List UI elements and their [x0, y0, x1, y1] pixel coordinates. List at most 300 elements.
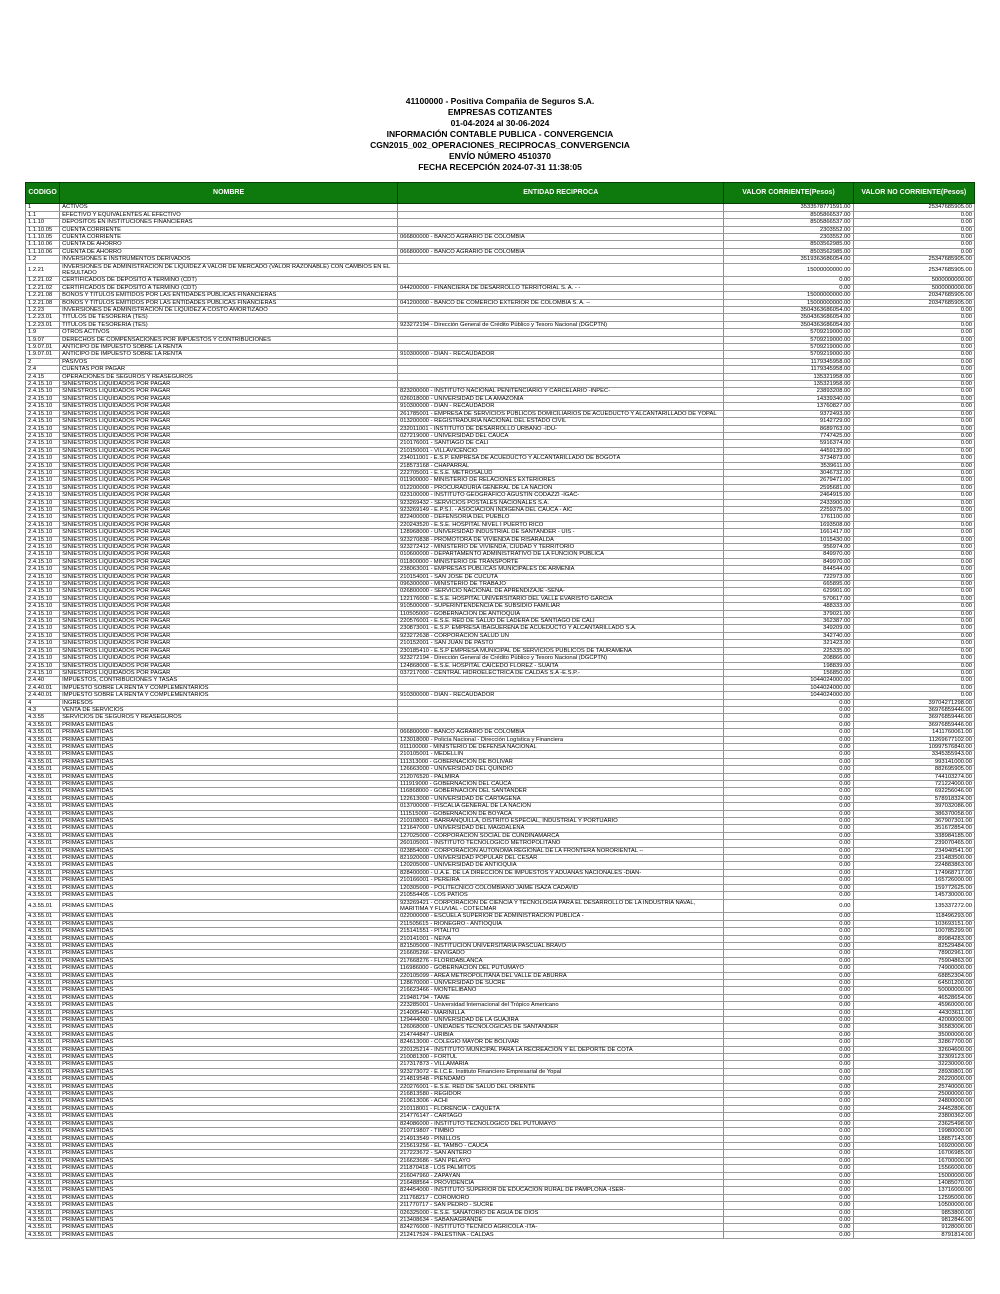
codigo-cell: 4.3.55.01: [26, 1046, 60, 1053]
entidad-reciproca-cell: 027219000 - UNIVERSIDAD DEL CAUCA: [398, 432, 724, 439]
entidad-reciproca-cell: 821920000 - UNIVERSIDAD POPULAR DEL CESAR: [398, 855, 724, 862]
entidad-reciproca-cell: 210081300 - FORTUL: [398, 1054, 724, 1061]
valor-no-corriente-cell: 239070465.00: [853, 840, 974, 847]
valor-corriente-cell: 0.00: [724, 994, 853, 1001]
column-header-valor-no-corriente: VALOR NO CORRIENTE(Pesos): [853, 183, 974, 204]
nombre-cell: CUENTA DE AHORRO: [60, 248, 398, 255]
codigo-cell: 2.4.15.10: [26, 499, 60, 506]
nombre-cell: PRIMAS EMITIDAS: [60, 1091, 398, 1098]
codigo-cell: 1.2.23.01: [26, 314, 60, 321]
table-row: [26, 840, 975, 847]
valor-no-corriente-cell: 45960000.00: [853, 1002, 974, 1009]
valor-no-corriente-cell: 16706985.00: [853, 1150, 974, 1157]
codigo-cell: 1.1.10: [26, 219, 60, 226]
entidad-reciproca-cell: 116986000 - GOBERNACIÓN DEL PUTUMAYO: [398, 965, 724, 972]
valor-corriente-cell: 0.00: [724, 1231, 853, 1238]
codigo-cell: 1.9.07: [26, 336, 60, 343]
table-row: [26, 928, 975, 935]
table-row: [26, 440, 975, 447]
table-row: [26, 1024, 975, 1031]
entidad-reciproca-cell: [398, 677, 724, 684]
codigo-cell: 4.3.55.01: [26, 1231, 60, 1238]
table-row: [26, 492, 975, 499]
nombre-cell: SINIESTROS LIQUIDADOS POR PAGAR: [60, 506, 398, 513]
valor-no-corriente-cell: 351672854.00: [853, 825, 974, 832]
entidad-reciproca-cell: 230873001 - E.S.P. EMPRESA IBAGUEREÑA DE ACUEDUCTO Y ALCANTARILLADO S.A.: [398, 625, 724, 632]
table-row: [26, 1202, 975, 1209]
nombre-cell: TÍTULOS DE TESORERÍA (TES): [60, 314, 398, 321]
nombre-cell: EFECTIVO Y EQUIVALENTES AL EFECTIVO: [60, 211, 398, 218]
codigo-cell: 4.3.55.01: [26, 818, 60, 825]
entidad-reciproca-cell: 261785001 - EMPRESA DE SERVICIOS PUBLICOS DOMICILIARIOS DE ACUEDUCTO Y ALCANTARILLADO DE YOPAL: [398, 410, 724, 417]
nombre-cell: PRIMAS EMITIDAS: [60, 979, 398, 986]
codigo-cell: 1.2.23.01: [26, 321, 60, 328]
valor-corriente-cell: 0.00: [724, 913, 853, 920]
table-row: [26, 1128, 975, 1135]
nombre-cell: PRIMAS EMITIDAS: [60, 920, 398, 927]
valor-no-corriente-cell: 15566000.00: [853, 1165, 974, 1172]
valor-corriente-cell: 0.00: [724, 810, 853, 817]
entidad-reciproca-cell: 026325000 - E.S.E. SANATORIO DE AGUA DE DIOS: [398, 1209, 724, 1216]
codigo-cell: 4.3.55.01: [26, 773, 60, 780]
entidad-reciproca-cell: 210154001 - SAN JOSÉ DE CÚCUTA: [398, 573, 724, 580]
table-row: [26, 632, 975, 639]
valor-corriente-cell: 0.00: [724, 781, 853, 788]
nombre-cell: PRIMAS EMITIDAS: [60, 795, 398, 802]
table-row: [26, 1046, 975, 1053]
nombre-cell: SERVICIOS DE SEGUROS Y REASEGUROS: [60, 714, 398, 721]
table-row: [26, 1179, 975, 1186]
entidad-reciproca-cell: 821505000 - INSTITUCIÓN UNIVERSITARIA PASCUAL BRAVO: [398, 942, 724, 949]
entidad-reciproca-cell: 220276001 - E.S.E. RED DE SALUD DEL ORIENTE: [398, 1083, 724, 1090]
valor-no-corriente-cell: 0.00: [853, 211, 974, 218]
nombre-cell: SINIESTROS LIQUIDADOS POR PAGAR: [60, 455, 398, 462]
valor-corriente-cell: 2259375.00: [724, 506, 853, 513]
entidad-reciproca-cell: 011800000 - MINISTERIO DE TRANSPORTE: [398, 558, 724, 565]
valor-corriente-cell: 8505866537.00: [724, 219, 853, 226]
nombre-cell: PRIMAS EMITIDAS: [60, 818, 398, 825]
codigo-cell: 4.3.55.01: [26, 832, 60, 839]
codigo-cell: 2.4.15.10: [26, 469, 60, 476]
codigo-cell: 4.3.55.01: [26, 892, 60, 899]
nombre-cell: SINIESTROS LIQUIDADOS POR PAGAR: [60, 536, 398, 543]
valor-corriente-cell: 0.00: [724, 1076, 853, 1083]
entidad-reciproca-cell: 013200000 - REGISTRADURIA NACIONAL DEL ESTADO CIVIL: [398, 418, 724, 425]
entidad-reciproca-cell: 213408634 - SABANAGRANDE: [398, 1216, 724, 1223]
valor-corriente-cell: 0.00: [724, 795, 853, 802]
codigo-cell: 4.3.55.01: [26, 1009, 60, 1016]
table-row: [26, 551, 975, 558]
codigo-cell: 1.9.07.01: [26, 351, 60, 358]
table-row: [26, 935, 975, 942]
valor-no-corriente-cell: 20347685905.00: [853, 299, 974, 306]
valor-corriente-cell: 0.00: [724, 862, 853, 869]
table-row: [26, 1157, 975, 1164]
report-form-name: CGN2015_002_OPERACIONES_RECIPROCAS_CONVERGENCIA: [370, 140, 630, 151]
table-row: [26, 321, 975, 328]
valor-corriente-cell: 0.00: [724, 920, 853, 927]
table-row: [26, 965, 975, 972]
table-row: [26, 950, 975, 957]
valor-corriente-cell: 0.00: [724, 721, 853, 728]
nombre-cell: PRIMAS EMITIDAS: [60, 1165, 398, 1172]
codigo-cell: 4.3.55.01: [26, 1128, 60, 1135]
table-row: [26, 1083, 975, 1090]
valor-no-corriente-cell: 42000000.00: [853, 1017, 974, 1024]
valor-no-corriente-cell: 26220000.00: [853, 1076, 974, 1083]
valor-no-corriente-cell: 0.00: [853, 677, 974, 684]
codigo-cell: 4.3.55.01: [26, 1142, 60, 1149]
nombre-cell: SINIESTROS LIQUIDADOS POR PAGAR: [60, 447, 398, 454]
valor-no-corriente-cell: 0.00: [853, 595, 974, 602]
codigo-cell: 4.3.55.01: [26, 957, 60, 964]
codigo-cell: 4.3.55.01: [26, 1024, 60, 1031]
table-row: [26, 706, 975, 713]
codigo-cell: 2.4.15.10: [26, 640, 60, 647]
codigo-cell: 4.3.55.01: [26, 884, 60, 891]
nombre-cell: SINIESTROS LIQUIDADOS POR PAGAR: [60, 640, 398, 647]
valor-corriente-cell: 0.00: [724, 729, 853, 736]
valor-no-corriente-cell: 0.00: [853, 447, 974, 454]
valor-no-corriente-cell: 165726000.00: [853, 877, 974, 884]
table-row: [26, 588, 975, 595]
valor-no-corriente-cell: 28930801.00: [853, 1068, 974, 1075]
entidad-reciproca-cell: 129444000 - UNIVERSIDAD DE LA GUAJIRA: [398, 1017, 724, 1024]
entidad-reciproca-cell: 210166001 - PEREIRA: [398, 877, 724, 884]
codigo-cell: 4.3.55.01: [26, 825, 60, 832]
table-row: [26, 1187, 975, 1194]
valor-corriente-cell: 342740.00: [724, 632, 853, 639]
entidad-reciproca-cell: [398, 211, 724, 218]
entidad-reciproca-cell: 923272638 - CORPORACIÓN SALUD UN: [398, 632, 724, 639]
codigo-cell: 1.1.10.05: [26, 226, 60, 233]
entidad-reciproca-cell: 923272412 - MINISTERIO DE VIVIENDA, CIUDAD Y TERRITORIO: [398, 544, 724, 551]
valor-corriente-cell: 0.00: [724, 840, 853, 847]
table-row: [26, 640, 975, 647]
codigo-cell: 2.4.15.10: [26, 514, 60, 521]
valor-corriente-cell: 1693508.00: [724, 521, 853, 528]
codigo-cell: 2.4.15.10: [26, 484, 60, 491]
valor-no-corriente-cell: 0.00: [853, 410, 974, 417]
valor-corriente-cell: 1179345958.00: [724, 358, 853, 365]
table-row: [26, 1142, 975, 1149]
table-row: [26, 344, 975, 351]
entidad-reciproca-cell: 824613000 - COLEGIO MAYOR DE BOLIVAR: [398, 1039, 724, 1046]
entidad-reciproca-cell: 022000000 - ESCUELA SUPERIOR DE ADMINISTRACIÓN PÚBLICA -: [398, 913, 724, 920]
valor-corriente-cell: 0.00: [724, 957, 853, 964]
valor-corriente-cell: 0.00: [724, 1202, 853, 1209]
valor-no-corriente-cell: 16920000.00: [853, 1142, 974, 1149]
entidad-reciproca-cell: 220125214 - INSTITUTO MUNICIPAL PARA LA RECREACIÓN Y EL DEPORTE DE COTA: [398, 1046, 724, 1053]
nombre-cell: SINIESTROS LIQUIDADOS POR PAGAR: [60, 566, 398, 573]
nombre-cell: PRIMAS EMITIDAS: [60, 788, 398, 795]
table-header-row: [26, 183, 975, 204]
column-header-entidad-reciproca: ENTIDAD RECIPROCA: [398, 183, 724, 204]
codigo-cell: 2.4.15.10: [26, 595, 60, 602]
valor-no-corriente-cell: 145730000.00: [853, 892, 974, 899]
valor-corriente-cell: 0.00: [724, 1002, 853, 1009]
valor-no-corriente-cell: 0.00: [853, 521, 974, 528]
entidad-reciproca-cell: [398, 336, 724, 343]
nombre-cell: BONOS Y TÍTULOS EMITIDOS POR LAS ENTIDADES PUBLICAS FINANCIERAS: [60, 299, 398, 306]
valor-no-corriente-cell: 36583006.00: [853, 1024, 974, 1031]
codigo-cell: 1.1.10.05: [26, 233, 60, 240]
valor-no-corriente-cell: 36976859446.00: [853, 721, 974, 728]
codigo-cell: 4.3.55.01: [26, 1105, 60, 1112]
valor-corriente-cell: 0.00: [724, 892, 853, 899]
table-row: [26, 432, 975, 439]
valor-corriente-cell: 0.00: [724, 773, 853, 780]
table-row: [26, 248, 975, 255]
table-row: [26, 256, 975, 263]
codigo-cell: 4.3: [26, 706, 60, 713]
valor-corriente-cell: 1044024000.00: [724, 677, 853, 684]
valor-corriente-cell: 0.00: [724, 699, 853, 706]
table-row: [26, 1017, 975, 1024]
valor-no-corriente-cell: 0.00: [853, 344, 974, 351]
valor-corriente-cell: 379021.00: [724, 610, 853, 617]
nombre-cell: PRIMAS EMITIDAS: [60, 1105, 398, 1112]
valor-no-corriente-cell: 44303611.00: [853, 1009, 974, 1016]
codigo-cell: 4.3.55.01: [26, 1083, 60, 1090]
valor-no-corriente-cell: 9128000.00: [853, 1224, 974, 1231]
entidad-reciproca-cell: 128670000 - UNIVERSIDAD DE SUCRE: [398, 979, 724, 986]
table-row: [26, 425, 975, 432]
table-row: [26, 1113, 975, 1120]
valor-corriente-cell: 23893208.00: [724, 388, 853, 395]
nombre-cell: PRIMAS EMITIDAS: [60, 840, 398, 847]
valor-no-corriente-cell: 23625498.00: [853, 1120, 974, 1127]
valor-corriente-cell: 0.00: [724, 979, 853, 986]
nombre-cell: CUENTA DE AHORRO: [60, 241, 398, 248]
valor-corriente-cell: 0.00: [724, 1224, 853, 1231]
codigo-cell: 2.4.15.10: [26, 410, 60, 417]
codigo-cell: 4.3.55.01: [26, 899, 60, 913]
entidad-reciproca-cell: 230185410 - E.S.P EMPRESA MUNICIPAL DE SERVICIOS PUBLICOS DE TAURAMENA: [398, 647, 724, 654]
valor-no-corriente-cell: 35000000.00: [853, 1031, 974, 1038]
entidad-reciproca-cell: 066800000 - BANCO AGRARIO DE COLOMBIA: [398, 248, 724, 255]
codigo-cell: 2.4.15.10: [26, 425, 60, 432]
valor-corriente-cell: 0.00: [724, 832, 853, 839]
nombre-cell: PRIMAS EMITIDAS: [60, 1157, 398, 1164]
nombre-cell: SINIESTROS LIQUIDADOS POR PAGAR: [60, 514, 398, 521]
codigo-cell: 2.4.40.01: [26, 684, 60, 691]
valor-corriente-cell: 629901.00: [724, 588, 853, 595]
table-row: [26, 810, 975, 817]
valor-no-corriente-cell: 8791814.00: [853, 1231, 974, 1238]
codigo-cell: 4.3.55.01: [26, 1017, 60, 1024]
valor-no-corriente-cell: 13716000.00: [853, 1187, 974, 1194]
entidad-reciproca-cell: 210152001 - SAN JUAN DE PASTO: [398, 640, 724, 647]
nombre-cell: PRIMAS EMITIDAS: [60, 1172, 398, 1179]
valor-no-corriente-cell: 0.00: [853, 395, 974, 402]
valor-corriente-cell: 1179345958.00: [724, 366, 853, 373]
table-row: [26, 544, 975, 551]
codigo-cell: 2.4.15.10: [26, 536, 60, 543]
table-row: [26, 233, 975, 240]
table-row: [26, 241, 975, 248]
nombre-cell: PRIMAS EMITIDAS: [60, 957, 398, 964]
valor-corriente-cell: 0.00: [724, 706, 853, 713]
nombre-cell: PRIMAS EMITIDAS: [60, 766, 398, 773]
nombre-cell: SINIESTROS LIQUIDADOS POR PAGAR: [60, 632, 398, 639]
entidad-reciproca-cell: [398, 307, 724, 314]
codigo-cell: 4.3.55.01: [26, 1039, 60, 1046]
valor-no-corriente-cell: 14085070.00: [853, 1179, 974, 1186]
valor-no-corriente-cell: 0.00: [853, 492, 974, 499]
table-row: [26, 736, 975, 743]
table-row: [26, 455, 975, 462]
nombre-cell: SINIESTROS LIQUIDADOS POR PAGAR: [60, 581, 398, 588]
entidad-reciproca-cell: 122613000 - UNIVERSIDAD DE CARTAGENA: [398, 795, 724, 802]
nombre-cell: PRIMAS EMITIDAS: [60, 942, 398, 949]
valor-corriente-cell: 849970.00: [724, 551, 853, 558]
table-row: [26, 795, 975, 802]
valor-no-corriente-cell: 24452806.00: [853, 1105, 974, 1112]
nombre-cell: IMPUESTOS, CONTRIBUCIONES Y TASAS: [60, 677, 398, 684]
codigo-cell: 4.3.55.01: [26, 1068, 60, 1075]
table-row: [26, 484, 975, 491]
table-row: [26, 610, 975, 617]
valor-no-corriente-cell: 0.00: [853, 455, 974, 462]
valor-no-corriente-cell: 24800000.00: [853, 1098, 974, 1105]
valor-corriente-cell: 0.00: [724, 277, 853, 284]
nombre-cell: PRIMAS EMITIDAS: [60, 1054, 398, 1061]
table-row: [26, 972, 975, 979]
entidad-reciproca-cell: 210719807 - TIMBÍO: [398, 1128, 724, 1135]
nombre-cell: PRIMAS EMITIDAS: [60, 758, 398, 765]
table-row: [26, 1039, 975, 1046]
valor-corriente-cell: 0.00: [724, 1017, 853, 1024]
codigo-cell: 2.4.15.10: [26, 403, 60, 410]
table-row: [26, 581, 975, 588]
valor-no-corriente-cell: 9812846.00: [853, 1216, 974, 1223]
table-row: [26, 758, 975, 765]
table-row: [26, 358, 975, 365]
codigo-cell: 2.4.15.10: [26, 395, 60, 402]
codigo-cell: 4.3.55.01: [26, 751, 60, 758]
table-row: [26, 692, 975, 699]
codigo-cell: 4.3.55.01: [26, 994, 60, 1001]
valor-corriente-cell: 0.00: [724, 950, 853, 957]
table-row: [26, 1224, 975, 1231]
codigo-cell: 2.4.40.01: [26, 692, 60, 699]
valor-corriente-cell: 4459139.00: [724, 447, 853, 454]
table-row: [26, 877, 975, 884]
table-row: [26, 884, 975, 891]
nombre-cell: PRIMAS EMITIDAS: [60, 1135, 398, 1142]
codigo-cell: 4.3.55.01: [26, 862, 60, 869]
valor-no-corriente-cell: 89984283.00: [853, 935, 974, 942]
codigo-cell: 4.3.55.01: [26, 928, 60, 935]
codigo-cell: 4.3.55.01: [26, 1002, 60, 1009]
codigo-cell: 2.4.15.10: [26, 632, 60, 639]
nombre-cell: PRIMAS EMITIDAS: [60, 1076, 398, 1083]
valor-corriente-cell: 2433900.00: [724, 499, 853, 506]
codigo-cell: 4.3.55.01: [26, 1194, 60, 1201]
nombre-cell: PRIMAS EMITIDAS: [60, 1224, 398, 1231]
valor-corriente-cell: 0.00: [724, 942, 853, 949]
codigo-cell: 4.3.55.01: [26, 965, 60, 972]
entidad-reciproca-cell: 210176001 - SANTIAGO DE CALI: [398, 440, 724, 447]
codigo-cell: 2.4.15.10: [26, 573, 60, 580]
codigo-cell: 2.4.15.10: [26, 610, 60, 617]
nombre-cell: SINIESTROS LIQUIDADOS POR PAGAR: [60, 388, 398, 395]
valor-corriente-cell: 1761100.00: [724, 514, 853, 521]
valor-no-corriente-cell: 36976859446.00: [853, 706, 974, 713]
nombre-cell: SINIESTROS LIQUIDADOS POR PAGAR: [60, 558, 398, 565]
entidad-reciproca-cell: 023854000 - CORPORACION AUTONOMA REGIONAL DE LA FRONTERA NORORIENTAL --: [398, 847, 724, 854]
entidad-reciproca-cell: [398, 292, 724, 299]
nombre-cell: PRIMAS EMITIDAS: [60, 1194, 398, 1201]
codigo-cell: 4.3.55.01: [26, 979, 60, 986]
entidad-reciproca-cell: 220576001 - E.S.E. RED DE SALUD DE LADERA DE SANTIAGO DE CALI: [398, 618, 724, 625]
codigo-cell: 2.4.15.10: [26, 529, 60, 536]
entidad-reciproca-cell: 111515000 - GOBERNACIÓN DE BOYACÁ: [398, 810, 724, 817]
nombre-cell: ANTICIPO DE IMPUESTO SOBRE LA RENTA: [60, 351, 398, 358]
nombre-cell: PRIMAS EMITIDAS: [60, 987, 398, 994]
codigo-cell: 4.3.55.01: [26, 972, 60, 979]
nombre-cell: SINIESTROS LIQUIDADOS POR PAGAR: [60, 655, 398, 662]
valor-corriente-cell: 3504363686054.00: [724, 314, 853, 321]
valor-no-corriente-cell: 0.00: [853, 366, 974, 373]
valor-corriente-cell: 0.00: [724, 1150, 853, 1157]
valor-corriente-cell: 225335.00: [724, 647, 853, 654]
entidad-reciproca-cell: [398, 263, 724, 277]
nombre-cell: OPERACIONES DE SEGUROS Y REASEGUROS: [60, 373, 398, 380]
codigo-cell: 4.3.55.01: [26, 847, 60, 854]
table-row: [26, 336, 975, 343]
valor-no-corriente-cell: 78902961.00: [853, 950, 974, 957]
valor-no-corriente-cell: 1411760061.00: [853, 729, 974, 736]
valor-corriente-cell: 8503562985.00: [724, 241, 853, 248]
valor-corriente-cell: 0.00: [724, 1054, 853, 1061]
nombre-cell: PRIMAS EMITIDAS: [60, 899, 398, 913]
valor-corriente-cell: 0.00: [724, 972, 853, 979]
valor-no-corriente-cell: 32867700.00: [853, 1039, 974, 1046]
nombre-cell: PRIMAS EMITIDAS: [60, 736, 398, 743]
valor-no-corriente-cell: 25347685905.00: [853, 256, 974, 263]
codigo-cell: 2.4.15.10: [26, 544, 60, 551]
nombre-cell: SINIESTROS LIQUIDADOS POR PAGAR: [60, 381, 398, 388]
valor-no-corriente-cell: 0.00: [853, 529, 974, 536]
codigo-cell: 4.3.55.01: [26, 1061, 60, 1068]
table-row: [26, 558, 975, 565]
valor-corriente-cell: 1044024000.00: [724, 692, 853, 699]
valor-no-corriente-cell: 0.00: [853, 499, 974, 506]
valor-corriente-cell: 2595681.00: [724, 484, 853, 491]
valor-corriente-cell: 0.00: [724, 965, 853, 972]
valor-no-corriente-cell: 0.00: [853, 219, 974, 226]
codigo-cell: 1.9: [26, 329, 60, 336]
nombre-cell: SINIESTROS LIQUIDADOS POR PAGAR: [60, 492, 398, 499]
entidad-reciproca-cell: 910500000 - SUPERINTENDENCIA DE SUBSIDIO FAMILIAR: [398, 603, 724, 610]
valor-no-corriente-cell: 0.00: [853, 544, 974, 551]
valor-corriente-cell: 1661417.00: [724, 529, 853, 536]
codigo-cell: 2.4.15.10: [26, 492, 60, 499]
nombre-cell: PRIMAS EMITIDAS: [60, 913, 398, 920]
table-row: [26, 994, 975, 1001]
valor-corriente-cell: 0.00: [724, 987, 853, 994]
valor-corriente-cell: 0.00: [724, 1157, 853, 1164]
table-row: [26, 226, 975, 233]
nombre-cell: PRIMAS EMITIDAS: [60, 1009, 398, 1016]
codigo-cell: 4.3.55.01: [26, 1209, 60, 1216]
valor-corriente-cell: 15000000000.00: [724, 263, 853, 277]
nombre-cell: PRIMAS EMITIDAS: [60, 729, 398, 736]
codigo-cell: 2.4.15.10: [26, 440, 60, 447]
table-row: [26, 351, 975, 358]
